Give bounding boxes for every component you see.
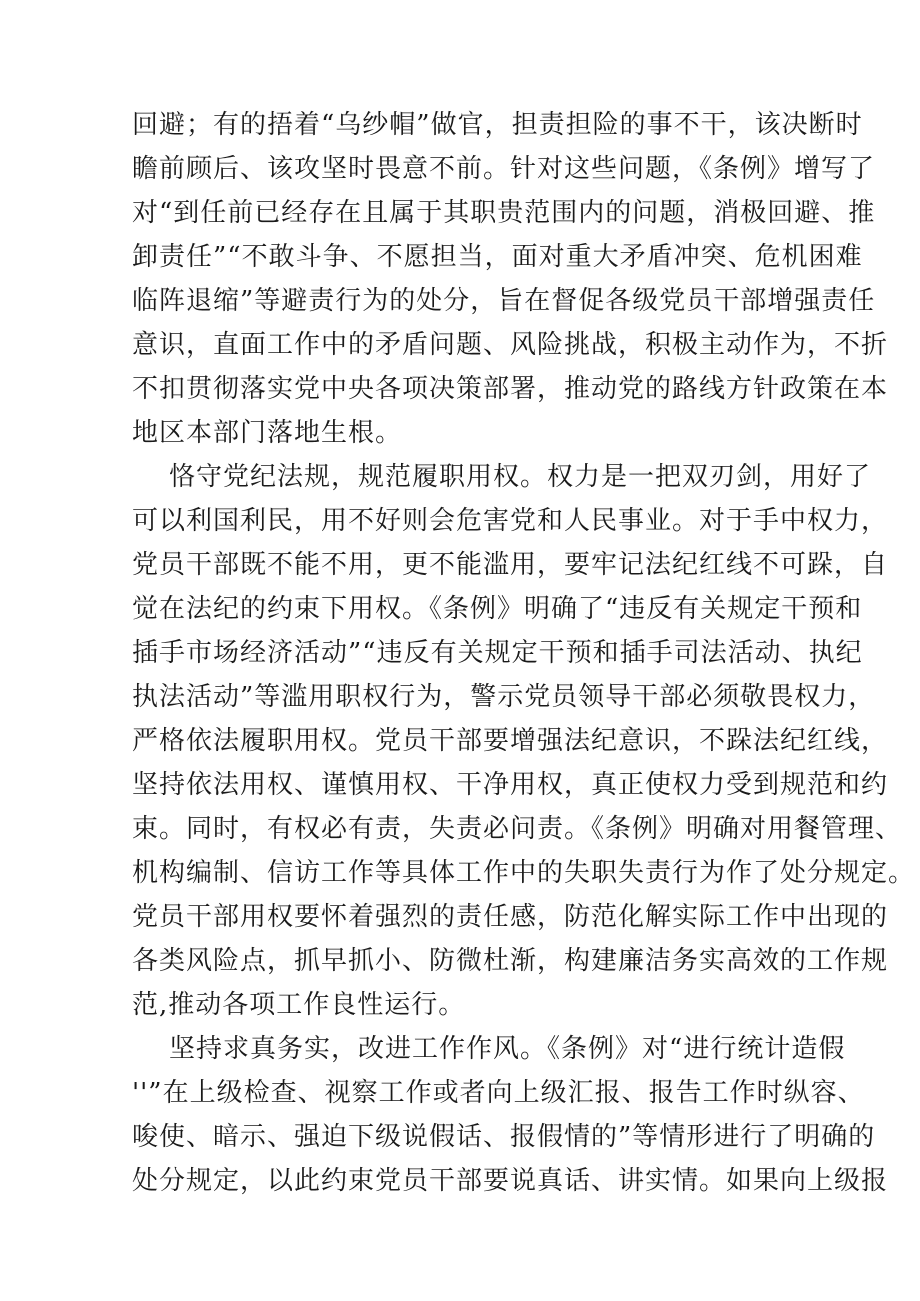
paragraph-2	[132, 455, 916, 1027]
text-line: 对“到任前已经存在且属于其职贵范围内的问题，消极回避、推	[132, 198, 876, 228]
text-line: 插手市场经济活动”“违反有关规定干预和插手司法活动、执纪	[132, 638, 863, 668]
text-line: 回避；有的捂着“乌纱帽”做官，担责担险的事不干，该决断时	[132, 110, 863, 140]
text-line: 唆使、暗示、强迫下级说假话、报假情的”等情形进行了明确的	[132, 1122, 876, 1152]
text-line: 坚持求真务实，改进工作作风。《条例》对“进行统计造假	[132, 1034, 846, 1064]
text-line: 地区本部门落地生根。	[132, 418, 403, 448]
document-body	[132, 103, 916, 1203]
text-line: 临阵退缩”等避责行为的处分，旨在督促各级党员干部增强责任	[132, 286, 876, 316]
text-line: 瞻前顾后、该攻坚时畏意不前。针对这些问题，《条例》增写了	[132, 154, 876, 184]
text-line: 坚持依法用权、谨慎用权、干净用权，真正使权力受到规范和约	[132, 770, 889, 800]
text-line: 各类风险点，抓早抓小、防微杜渐，构建廉洁务实高效的工作规	[132, 946, 889, 976]
text-line: 不扣贯彻落实党中央各项决策部署，推动党的路线方针政策在本	[132, 374, 889, 404]
text-line: 处分规定，以此约束党员干部要说真话、讲实情。如果向上级报	[132, 1166, 889, 1196]
text-line: 执法活动”等滥用职权行为，警示党员领导干部必须敬畏权力，	[132, 682, 876, 712]
text-line: 严格依法履职用权。党员干部要增强法纪意识，不跺法纪红线，	[132, 726, 889, 756]
text-line: 党员干部用权要怀着强烈的责任感，防范化解实际工作中出现的	[132, 902, 889, 932]
paragraph-1	[132, 103, 889, 455]
paragraph-3	[132, 1027, 889, 1203]
text-line: 束。同时，有权必有责，失责必问责。《条例》明确对用餐管理、	[132, 814, 903, 844]
text-line: 卸责任”“不敢斗争、不愿担当，面对重大矛盾冲突、危机困难	[132, 242, 863, 272]
text-line: 觉在法纪的约束下用权。《条例》明确了“违反有关规定干预和	[132, 594, 863, 624]
text-line: 恪守党纪法规，规范履职用权。权力是一把双刃剑，用好了	[132, 462, 872, 492]
text-line: 意识，直面工作中的矛盾问题、风险挑战，积极主动作为，不折	[132, 330, 889, 360]
text-line: 可以利国利民，用不好则会危害党和人民事业。对于手中权力，	[132, 506, 889, 536]
text-line: ''”在上级检查、视察工作或者向上级汇报、报告工作时纵容、	[132, 1078, 865, 1108]
text-line: 范,推动各项工作良性运行。	[132, 990, 466, 1020]
text-line: 机构编制、信访工作等具体工作中的失职失责行为作了处分规定。	[132, 858, 916, 888]
text-line: 党员干部既不能不用，更不能滥用，要牢记法纪红线不可跺，自	[132, 550, 889, 580]
